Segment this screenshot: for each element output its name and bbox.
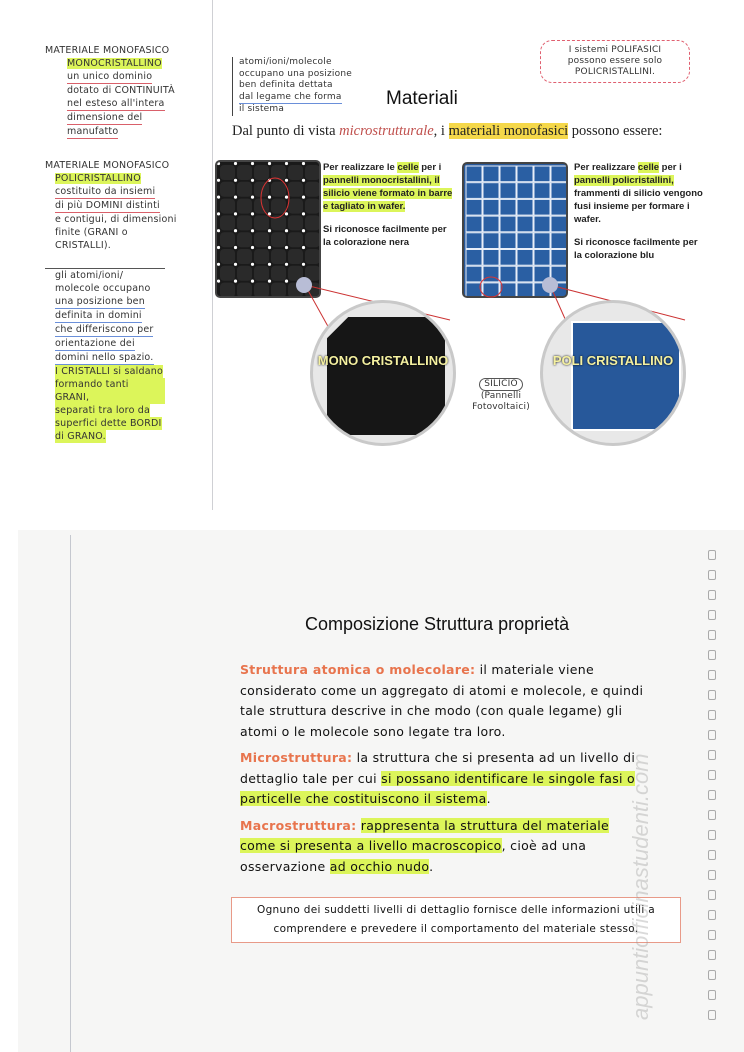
- summary-box: Ognuno dei suddetti livelli di dettaglio fornisce delle informazioni utili a comprendere e prevedere il comportamento del materiale stesso.: [231, 897, 681, 943]
- note-line: una posizione ben: [55, 296, 145, 307]
- margin-line: [70, 535, 71, 1052]
- binder-ring: [708, 870, 716, 880]
- note-line: molecole occupano: [55, 283, 151, 294]
- paragraph-atomic: [240, 660, 645, 742]
- binder-ring: [708, 890, 716, 900]
- note-line: finite (GRANI o: [55, 227, 128, 238]
- note-line: separati tra loro da: [55, 405, 151, 416]
- binder-ring: [708, 770, 716, 780]
- text: per i: [659, 162, 682, 173]
- binder-ring: [708, 710, 716, 720]
- term: Struttura atomica o molecolare:: [240, 662, 476, 677]
- text: celle: [637, 162, 660, 173]
- note-line: e contigui, di dimensioni: [55, 214, 177, 225]
- intro-text: , i: [433, 123, 449, 139]
- text: .: [429, 858, 434, 874]
- note-line: gli atomi/ioni/: [55, 270, 124, 281]
- binder-ring: [708, 910, 716, 920]
- binder-ring: [708, 810, 716, 820]
- mono-type: MONOCRISTALLINO: [67, 58, 162, 69]
- note-line: ben definita dettata: [239, 80, 333, 90]
- note-line: orientazione dei: [55, 338, 135, 349]
- mono-label: MONO CRISTALLINO: [317, 353, 449, 368]
- note-line: nel esteso all'intera: [67, 98, 165, 109]
- highlight: ad occhio nudo: [329, 858, 430, 874]
- mono-magnifier: [310, 300, 456, 446]
- binder-ring: [708, 570, 716, 580]
- text: pannelli monocristallini, il silicio viene formato in barre e tagliato in wafer.: [323, 175, 453, 212]
- watermark: appuntiofficinastudenti.com: [628, 753, 653, 1020]
- binder-ring: [708, 630, 716, 640]
- note-line: di più DOMINI distinti: [55, 200, 160, 211]
- text: Si riconosce facilmente per la colorazione blu: [574, 237, 698, 261]
- binder-ring: [708, 650, 716, 660]
- binder-ring: [708, 750, 716, 760]
- binder-ring: [708, 790, 716, 800]
- term: Macrostruttura:: [240, 817, 357, 833]
- slide2-title: Composizione Struttura proprietà: [305, 614, 570, 634]
- note-line: I sistemi POLIFASICI: [568, 45, 662, 55]
- poli-magnifier: [540, 300, 686, 446]
- text: il materiale viene considerato come un aggregato di atomi e molecole, e quindi tale struttura descrive in che modo (con quale legame) gli atomi o le molecole sono legate tra loro.: [240, 662, 644, 739]
- note-line: di GRANO.: [55, 431, 106, 442]
- paragraph-micro: [240, 748, 645, 810]
- text: , cioè ad una osservazione: [240, 838, 587, 874]
- silicio-note: [466, 378, 536, 413]
- text: frammenti di silicio vengono fusi insieme per formare i wafer.: [574, 188, 703, 225]
- note-line: atomi/ioni/molecole: [239, 57, 332, 67]
- slide2-body: [240, 660, 645, 877]
- note-line: POLICRISTALLINI.: [574, 67, 656, 77]
- note-line: un unico dominio: [67, 71, 153, 82]
- note-line: manufatto: [67, 126, 119, 137]
- note-line: I CRISTALLI si saldano: [55, 366, 163, 377]
- poli-label: POLI CRISTALLINO: [552, 353, 674, 368]
- note-line: occupano una posizione: [239, 68, 352, 79]
- intro-text: Dal punto di vista: [232, 123, 340, 139]
- intro-highlight: materiali monofasici: [448, 123, 569, 139]
- binder-ring: [708, 990, 716, 1000]
- intro-italic: microstrutturale: [339, 123, 434, 139]
- text: .: [486, 791, 491, 806]
- intro-text: possono essere:: [568, 123, 663, 139]
- text: celle: [397, 162, 419, 173]
- silicio-label: SILICIO: [479, 378, 522, 391]
- text: per i: [418, 162, 442, 173]
- note-line: domini nello spazio.: [55, 352, 154, 363]
- term: Microstruttura:: [240, 750, 353, 765]
- text: la struttura che si presenta ad un livello di dettaglio tale per cui: [240, 750, 636, 786]
- binder-ring: [708, 730, 716, 740]
- binder-rings: [706, 550, 722, 1030]
- note-line: CRISTALLI).: [55, 240, 111, 251]
- binder-ring: [708, 1010, 716, 1020]
- note-line: formando tanti GRANI,: [55, 378, 165, 404]
- binder-ring: [708, 610, 716, 620]
- slide1-title: Materiali: [386, 88, 458, 109]
- highlight: si possano identificare le singole fasi o particelle che costituiscono il sistema: [240, 770, 635, 806]
- note-line: superfici dette BORDI: [55, 418, 162, 429]
- binder-ring: [708, 930, 716, 940]
- text: Si riconosce facilmente per la colorazione nera: [323, 224, 447, 248]
- note-line: dimensione del: [67, 112, 143, 123]
- silicio-sub: (Pannelli Fotovoltaici): [472, 391, 530, 412]
- poli-heading: MATERIALE MONOFASICO: [45, 160, 170, 171]
- note-line: che differiscono per: [55, 324, 154, 335]
- note-line: il sistema: [239, 104, 285, 114]
- note-line: definita in domini: [55, 310, 142, 321]
- note-line: possono essere solo: [567, 56, 663, 66]
- binder-ring: [708, 830, 716, 840]
- note-line: costituito da insiemi: [55, 186, 156, 197]
- highlight: rappresenta la struttura del materiale come si presenta a livello macroscopico: [240, 817, 610, 853]
- binder-ring: [708, 950, 716, 960]
- note-line: dal legame che forma: [239, 92, 342, 105]
- text: Per realizzare: [574, 162, 638, 173]
- poli-type: POLICRISTALLINO: [55, 173, 141, 184]
- note-line: dotato di CONTINUITÀ: [67, 85, 175, 96]
- text: Per realizzare le: [323, 162, 398, 173]
- binder-ring: [708, 690, 716, 700]
- binder-ring: [708, 670, 716, 680]
- text: pannelli policristallini,: [574, 175, 674, 186]
- mono-heading: MATERIALE MONOFASICO: [45, 45, 170, 56]
- binder-ring: [708, 970, 716, 980]
- binder-ring: [708, 550, 716, 560]
- paragraph-macro: [240, 816, 645, 878]
- binder-ring: [708, 590, 716, 600]
- binder-ring: [708, 850, 716, 860]
